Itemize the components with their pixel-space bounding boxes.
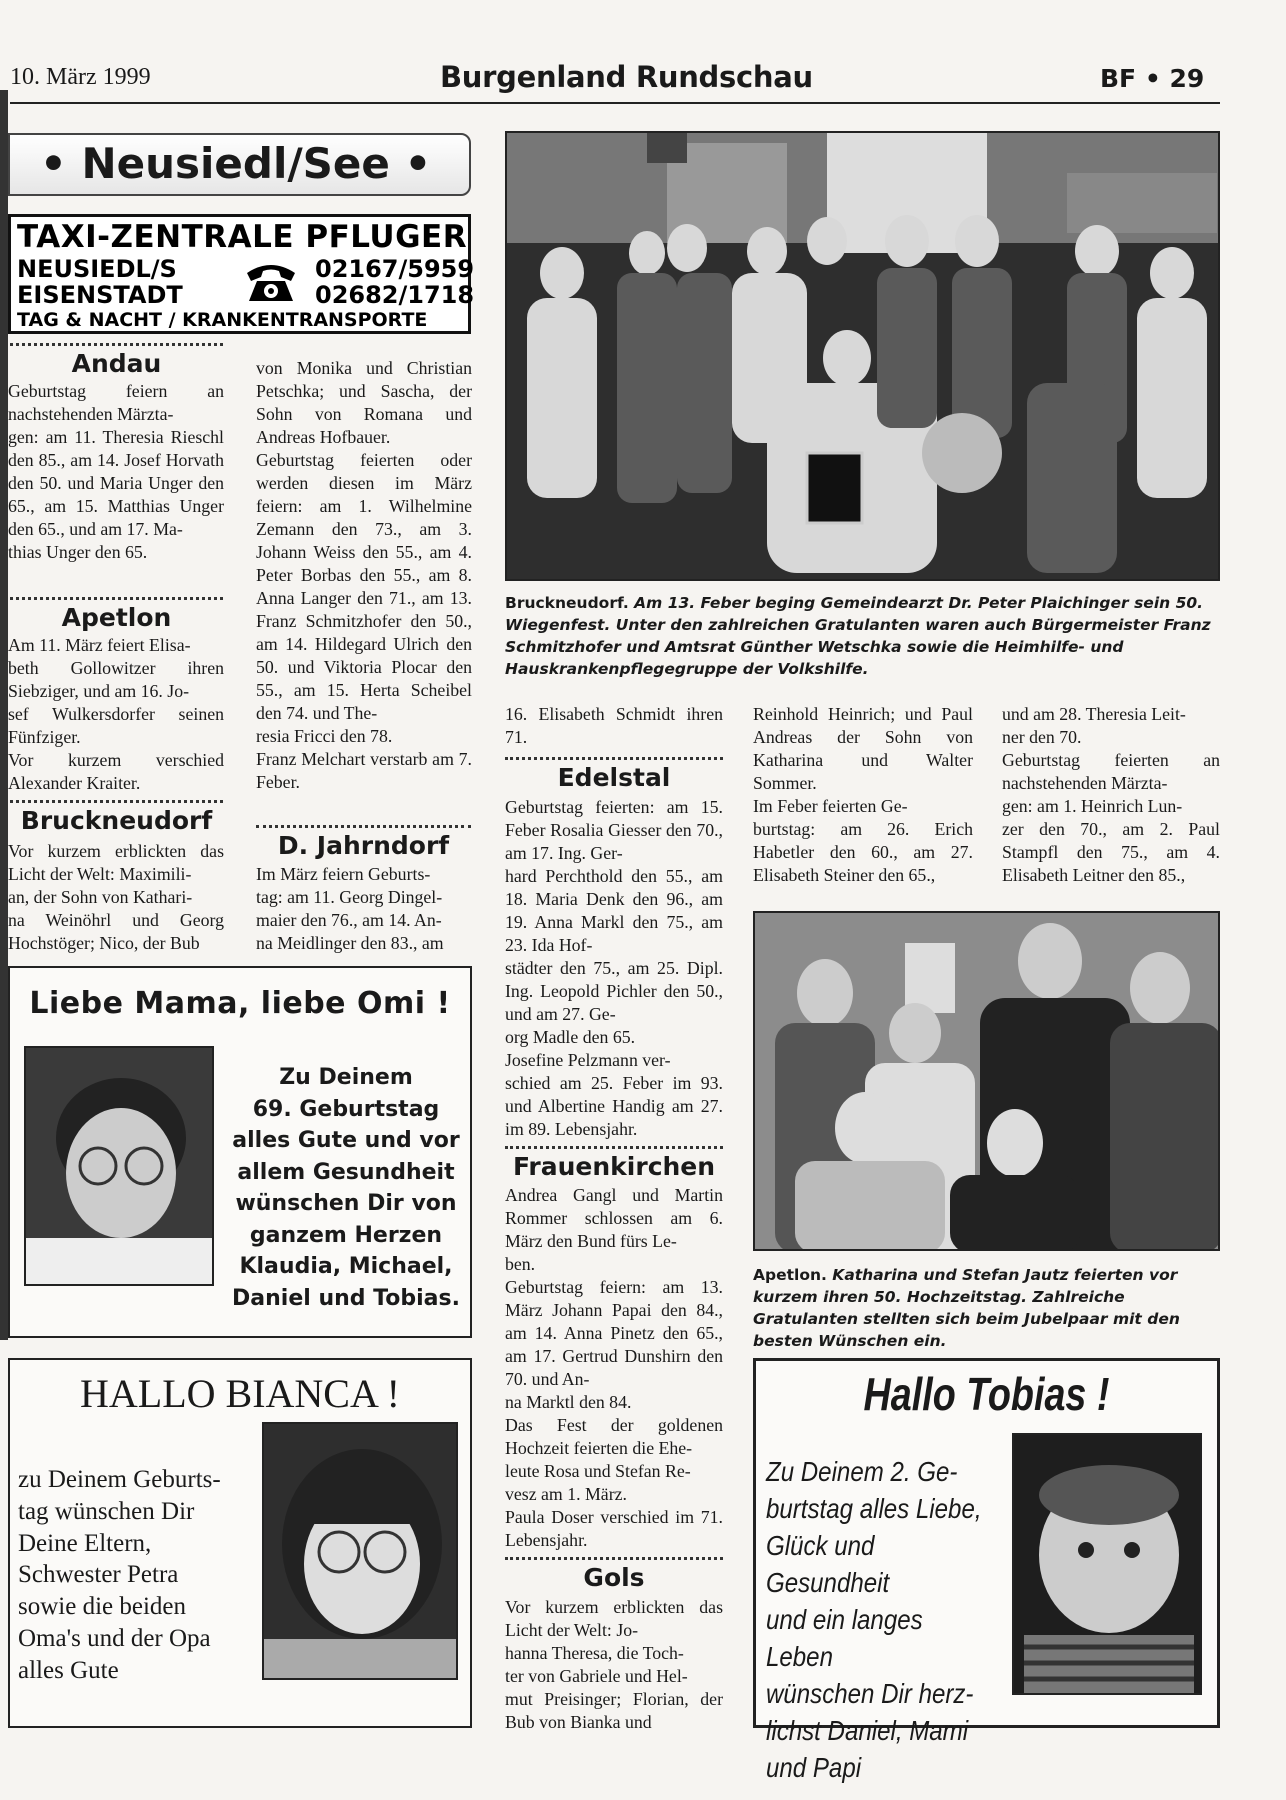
ad-title: Liebe Mama, liebe Omi ! [29, 986, 451, 1021]
couple-photo-illustration [755, 913, 1220, 1251]
taxi-service: TAG & NACHT / KRANKENTRANSPORTE [17, 309, 428, 331]
article-bruckneudorf-continued: von Monika und Christian Petschka; und Sascha, der Sohn von Romana und Andreas Hofbauer. Geburtstag feierten oder werden diesen im März feiern: am 1. Wilhelmine Zemann den 73., am 3. Johann Weiss den 55., am 4. Peter Borbas den 55., am 8. Anna Langer den 71., am 13. Franz Schmitzhofer den 50., am 14. Hildegard Ulrich den 50. und Viktoria Plocar den 55., am 15. Herta Scheibel den 74. und The- resia Fricci den 78. Franz Melchart verstarb am 7. Feber. [256, 358, 472, 792]
portrait-tobias [1012, 1433, 1202, 1695]
group-photo-illustration [507, 133, 1220, 581]
ad-message: Zu Deinem 69. Geburtstag alles Gute und vor allem Gesundheit wünschen Dir von ganzem Herzen Klaudia, Michael, Daniel und Tobias. [232, 1065, 460, 1311]
article-column-3: und am 28. Theresia Leit- ner den 70. Geburtstag feierten an nachstehenden Märzta- gen: am 1. Heinrich Lun- zer den 70., am 2. Paul Stampfl den 75., am 4. Elisabeth Leitner den 85., [1002, 704, 1220, 885]
caption-bruckneudorf [505, 592, 1220, 680]
taxi-phone-1: 02167/5959 [315, 255, 475, 283]
divider [505, 1557, 723, 1560]
taxi-city-1: NEUSIEDL/S [17, 255, 177, 283]
caption-place: Apetlon. [753, 1266, 827, 1284]
portrait-illustration [26, 1048, 214, 1286]
issue-date: 10. März 1999 [10, 64, 151, 90]
portrait-illustration [264, 1424, 458, 1680]
divider [505, 1146, 723, 1149]
group-photo-bruckneudorf [505, 131, 1220, 581]
section-heading-andau: Andau [71, 349, 162, 378]
section-heading-bruckneudorf: Bruckneudorf [20, 806, 213, 835]
section-heading-apetlon: Apetlon [61, 603, 172, 632]
article-frauenkirchen: Andrea Gangl und Martin Rommer schlossen am 6. März den Bund fürs Le- ben. Geburtstag feiern: am 13. März Johann Papai den 84., am 14. Anna Pinetz den 65., am 17. Gertrud Dunshirn den 70. und An- na Marktl den 84. Das Fest der goldenen Hochzeit feierten die Ehe- leute Rosa und Stefan Re- vesz am 1. März. Paula Doser verschied im 71. Lebensjahr. [505, 1185, 723, 1550]
article-edelstal-intro: 16. Elisabeth Schmidt ihren 71. [505, 704, 723, 747]
caption-apetlon [753, 1264, 1220, 1352]
couple-photo-apetlon [753, 911, 1220, 1251]
taxi-phone-2: 02682/1718 [315, 281, 475, 309]
ad-title: HALLO BIANCA ! [80, 1371, 400, 1416]
divider [256, 825, 471, 828]
section-heading-jahrndorf: D. Jahrndorf [277, 831, 450, 860]
page-number: BF • 29 [1100, 64, 1205, 93]
divider [10, 800, 223, 803]
caption-text: Katharina und Stefan Jautz feierten vor kurzem ihren 50. Hochzeitstag. Zahlreiche Gratulanten stellten sich beim Jubelpaar mit den besten Wünschen ein. [753, 1266, 1180, 1350]
ad-title: Hallo Tobias ! [863, 1368, 1110, 1420]
region-banner: • Neusiedl/See • [8, 133, 471, 196]
section-heading-frauenkirchen: Frauenkirchen [512, 1152, 716, 1181]
ad-message: Zu Deinem 2. Ge- burtstag alles Liebe, Glück und Gesundheit und ein langes Leben wünschen Dir herz- lichst Daniel, Mami und Papi [766, 1456, 982, 1783]
article-column-2: Reinhold Heinrich; und Paul Andreas der Sohn von Katharina und Walter Sommer. Im Feber feierten Ge- burtstag: am 26. Erich Habetler den 60., am 27. Elisabeth Steiner den 65., [753, 704, 973, 885]
portrait-illustration [1014, 1435, 1202, 1695]
taxi-name: TAXI-ZENTRALE PFLUGER [17, 219, 468, 255]
section-heading-gols: Gols [583, 1563, 645, 1592]
taxi-city-2: EISENSTADT [17, 281, 183, 309]
article-jahrndorf: Im März feiern Geburts- tag: am 11. Georg Dingel- maier den 76., am 14. An- na Meidlinger den 83., am [256, 864, 444, 953]
birthday-ad-mama [8, 966, 472, 1338]
birthday-ad-bianca [8, 1358, 472, 1728]
newspaper-title: Burgenland Rundschau [440, 60, 813, 94]
section-heading-edelstal: Edelstal [557, 763, 671, 792]
ad-message: zu Deinem Geburts- tag wünschen Dir Deine Eltern, Schwester Petra sowie die beiden Oma's und der Opa alles Gute [18, 1466, 221, 1684]
article-apetlon: Am 11. März feiert Elisa- beth Gollowitzer ihren Siebziger, und am 16. Jo- sef Wulkersdorfer seinen Fünfziger. Vor kurzem verschied Alexander Kraiter. [8, 635, 224, 793]
birthday-ad-tobias [753, 1358, 1220, 1783]
article-andau: Geburtstag feiern an nachstehenden Märzta- gen: am 11. Theresia Rieschl den 85., am 14. Josef Horvath den 50. und Maria Unger den 65., am 15. Matthias Unger den 65., und am 17. Ma- thias Unger den 65. [8, 381, 224, 562]
portrait-grandmother [24, 1046, 214, 1286]
taxi-advertisement [8, 214, 475, 334]
portrait-bianca [262, 1422, 458, 1680]
caption-place: Bruckneudorf. [505, 594, 629, 612]
divider [10, 343, 223, 346]
telephone-icon [243, 259, 299, 303]
caption-text: Am 13. Feber beging Gemeindearzt Dr. Peter Plaichinger sein 50. Wiegenfest. Unter den zahlreichen Gratulanten waren auch Bürgermeister Franz Schmitzhofer und Amtsrat Günther Wetschka sowie die Heimhilfe- und Hauskrankenpflegegruppe der Volkshilfe. [505, 594, 1211, 678]
page-gutter-shadow [0, 90, 8, 1340]
article-bruckneudorf: Vor kurzem erblickten das Licht der Welt: Maximili- an, der Sohn von Kathari- na Weinöhrl und Georg Hochstöger; Nico, der Bub [8, 841, 224, 953]
header-rule [10, 102, 1220, 104]
divider [10, 597, 223, 600]
article-edelstal: Geburtstag feierten: am 15. Feber Rosalia Giesser den 70., am 17. Ing. Ger- hard Perchthold den 55., am 18. Maria Denk den 96., am 19. Anna Markl den 75., am 23. Ida Hof- städter den 75., am 25. Dipl. Ing. Leopold Pichler den 50., und am 27. Ge- org Madle den 65. Josefine Pelzmann ver- schied am 25. Feber im 93. und Albertine Handig am 27. im 89. Lebensjahr. [505, 797, 723, 1139]
article-gols: Vor kurzem erblickten das Licht der Welt: Jo- hanna Theresa, die Toch- ter von Gabriele und Hel- mut Preisinger; Florian, der Bub von Bianka und [505, 1597, 723, 1732]
divider [505, 757, 723, 760]
